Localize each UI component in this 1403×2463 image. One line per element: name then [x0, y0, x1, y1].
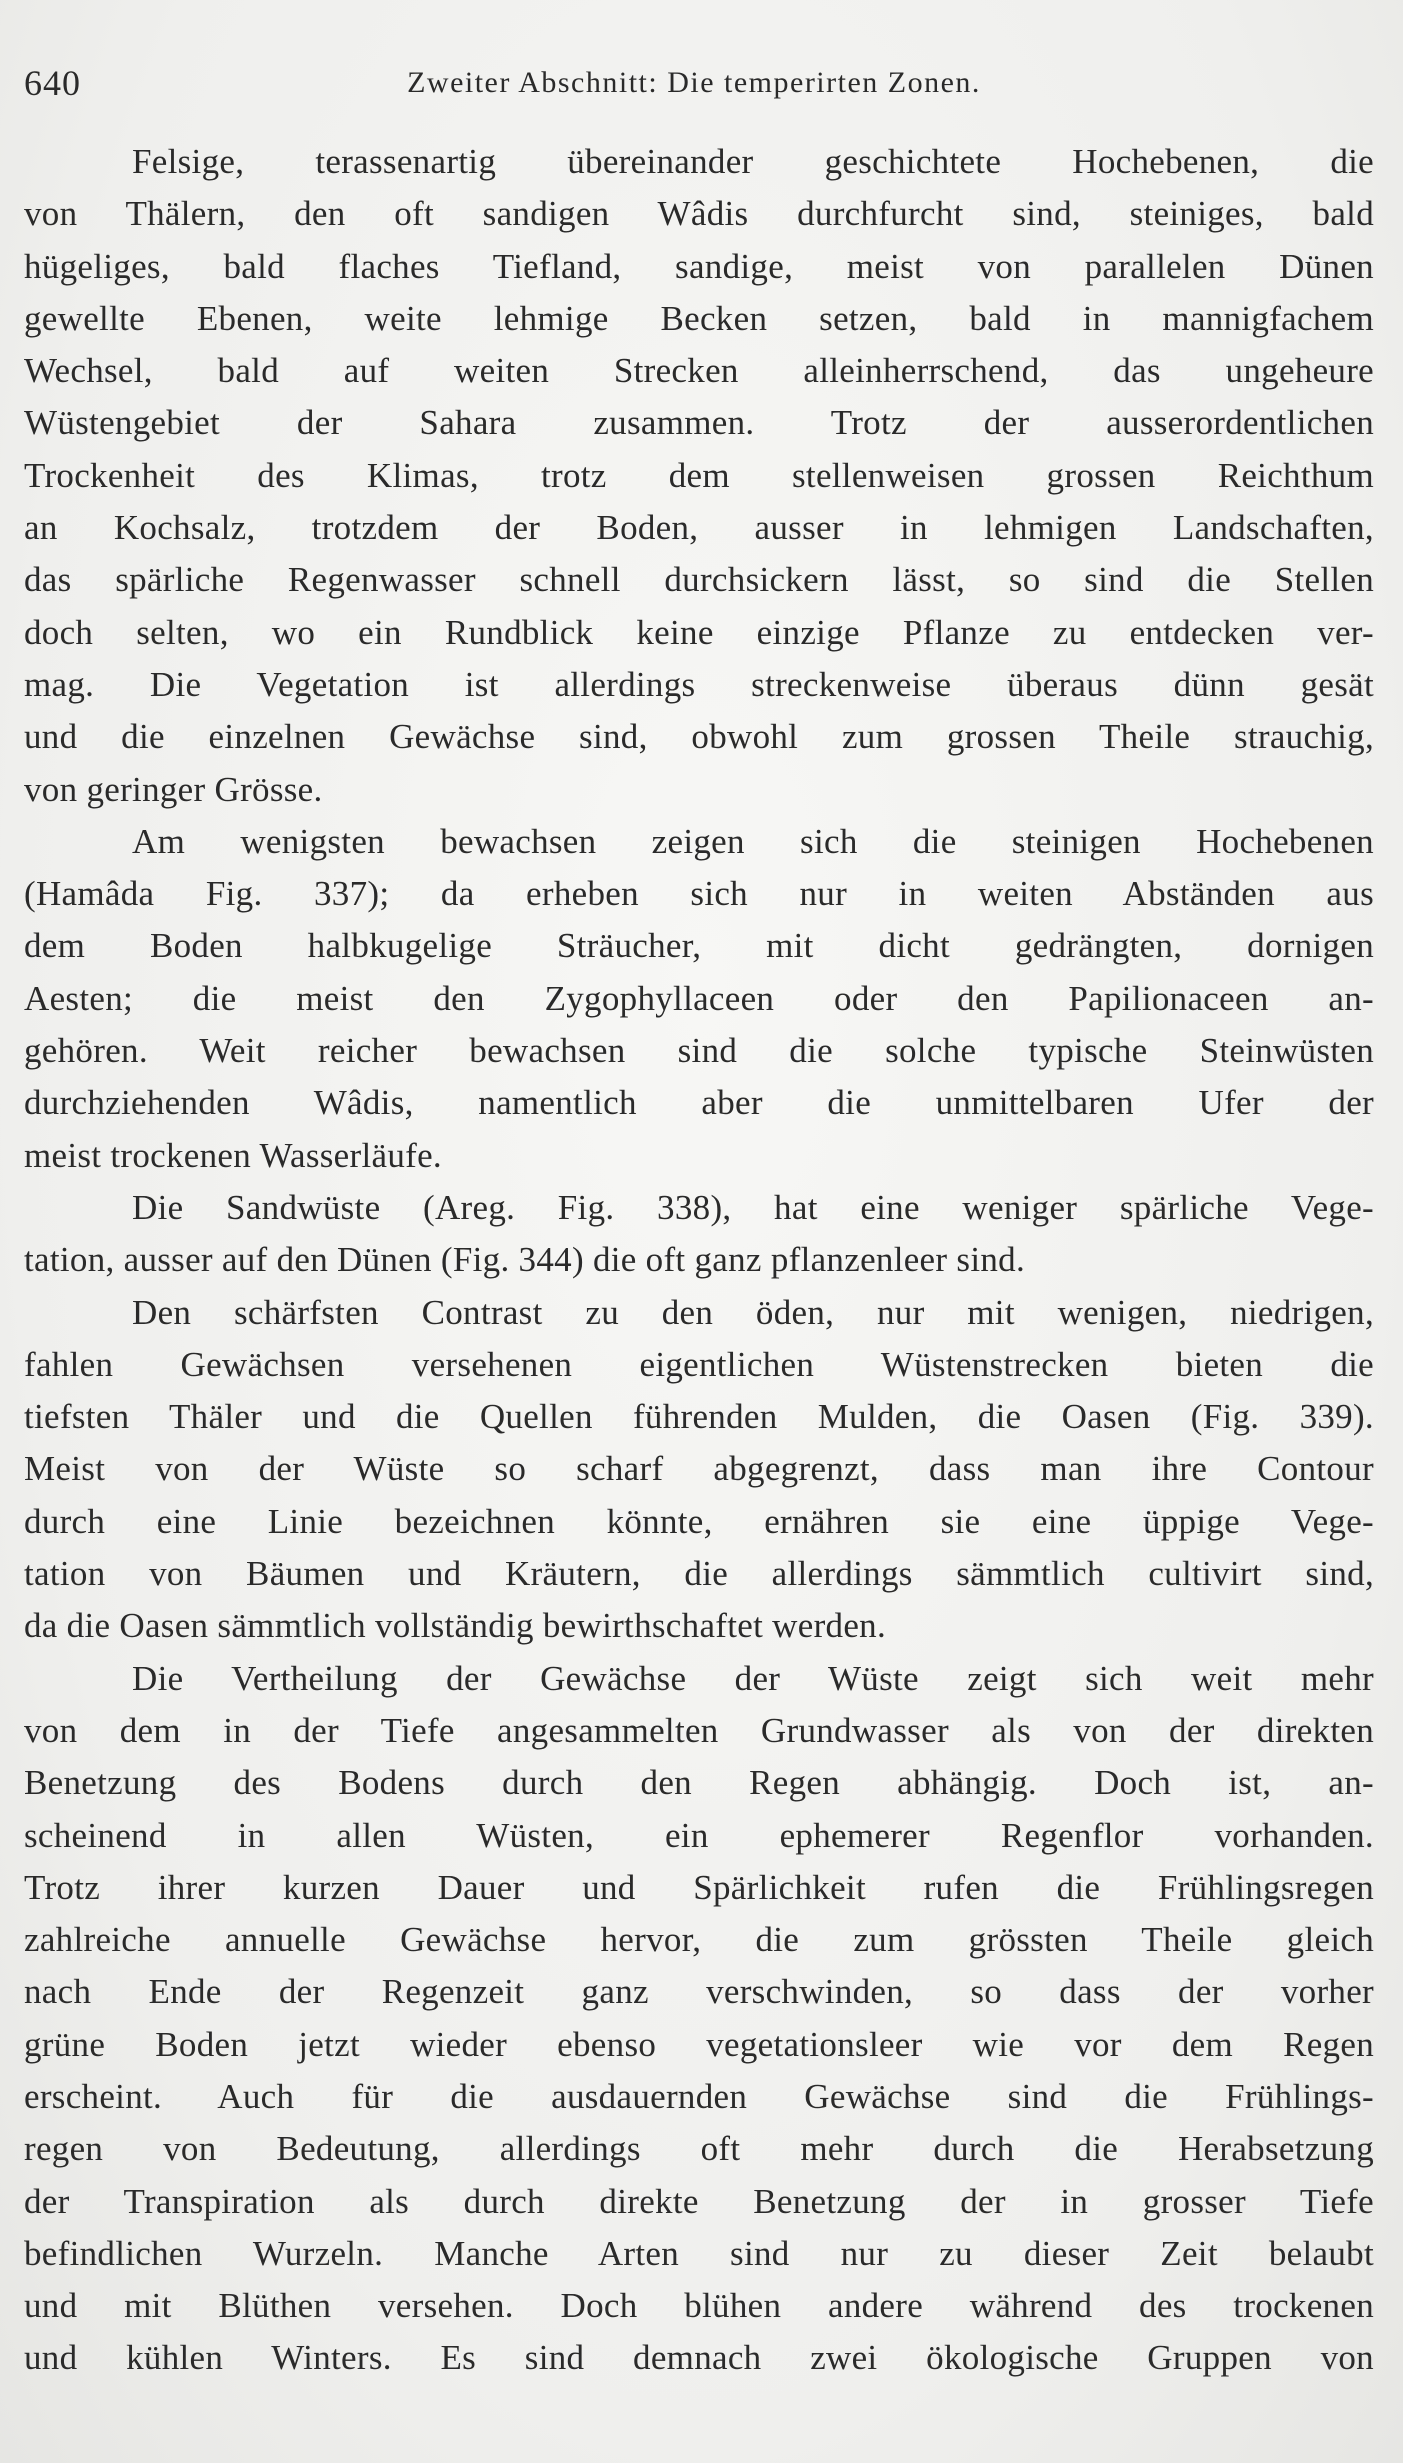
text-line: Aesten; die meist den Zygophyllaceen oder den Papilionaceen an- [24, 978, 1374, 1018]
text-line: Den schärfsten Contrast zu den öden, nur mit wenigen, niedrigen, [132, 1292, 1374, 1332]
text-line: der Transpiration als durch direkte Benetzung der in grosser Tiefe [24, 2181, 1374, 2221]
page-number: 640 [24, 63, 81, 103]
text-line: Am wenigsten bewachsen zeigen sich die steinigen Hochebenen [132, 821, 1374, 861]
paragraph [24, 1653, 1374, 2385]
text-line: durch eine Linie bezeichnen könnte, ernähren sie eine üppige Vege- [24, 1501, 1374, 1541]
text-line: fahlen Gewächsen versehenen eigentlichen Wüstenstrecken bieten die [24, 1344, 1374, 1384]
paragraph [24, 1182, 1374, 1287]
text-line: Trotz ihrer kurzen Dauer und Spärlichkeit rufen die Frühlingsregen [24, 1867, 1374, 1907]
text-line: von geringer Grösse. [24, 769, 323, 809]
text-line: da die Oasen sämmtlich vollständig bewirthschaftet werden. [24, 1606, 887, 1646]
text-line: und kühlen Winters. Es sind demnach zwei ökologische Gruppen von [24, 2338, 1374, 2378]
text-line: das spärliche Regenwasser schnell durchsickern lässt, so sind die Stellen [24, 560, 1374, 600]
text-line: tation, ausser auf den Dünen (Fig. 344) die oft ganz pflanzenleer sind. [24, 1240, 1025, 1280]
text-line: erscheint. Auch für die ausdauernden Gewächse sind die Frühlings- [24, 2076, 1374, 2116]
text-line: grüne Boden jetzt wieder ebenso vegetationsleer wie vor dem Regen [24, 2024, 1374, 2064]
text-line: (Hamâda Fig. 337); da erheben sich nur in weiten Abständen aus [24, 874, 1374, 914]
text-line: Die Vertheilung der Gewächse der Wüste zeigt sich weit mehr [132, 1658, 1374, 1698]
paragraph [24, 136, 1374, 816]
text-line: nach Ende der Regenzeit ganz verschwinden, so dass der vorher [24, 1972, 1374, 2012]
text-line: tation von Bäumen und Kräutern, die allerdings sämmtlich cultivirt sind, [24, 1554, 1374, 1594]
text-line: gewellte Ebenen, weite lehmige Becken setzen, bald in mannigfachem [24, 298, 1374, 338]
text-line: dem Boden halbkugelige Sträucher, mit dicht gedrängten, dornigen [24, 926, 1374, 966]
text-line: doch selten, wo ein Rundblick keine einzige Pflanze zu entdecken ver- [24, 612, 1374, 652]
text-line: Meist von der Wüste so scharf abgegrenzt, dass man ihre Contour [24, 1449, 1374, 1489]
text-line: gehören. Weit reicher bewachsen sind die solche typische Steinwüsten [24, 1031, 1374, 1071]
text-line: zahlreiche annuelle Gewächse hervor, die zum grössten Theile gleich [24, 1920, 1374, 1960]
text-line: Wüstengebiet der Sahara zusammen. Trotz der ausserordentlichen [24, 403, 1374, 443]
body-text [24, 136, 1374, 2385]
text-line: Trockenheit des Klimas, trotz dem stellenweisen grossen Reichthum [24, 455, 1374, 495]
text-line: und die einzelnen Gewächse sind, obwohl zum grossen Theile strauchig, [24, 717, 1374, 757]
running-head [24, 62, 1364, 112]
text-line: Wechsel, bald auf weiten Strecken alleinherrschend, das ungeheure [24, 351, 1374, 391]
text-line: Felsige, terassenartig übereinander geschichtete Hochebenen, die [132, 142, 1374, 181]
text-line: von dem in der Tiefe angesammelten Grundwasser als von der direkten [24, 1710, 1374, 1750]
text-line: an Kochsalz, trotzdem der Boden, ausser in lehmigen Landschaften, [24, 508, 1374, 548]
text-line: von Thälern, den oft sandigen Wâdis durchfurcht sind, steiniges, bald [24, 194, 1374, 234]
text-line: regen von Bedeutung, allerdings oft mehr durch die Herabsetzung [24, 2129, 1374, 2169]
text-line: Die Sandwüste (Areg. Fig. 338), hat eine weniger spärliche Vege- [132, 1187, 1374, 1227]
text-line: Benetzung des Bodens durch den Regen abhängig. Doch ist, an- [24, 1763, 1374, 1803]
text-line: befindlichen Wurzeln. Manche Arten sind nur zu dieser Zeit belaubt [24, 2233, 1374, 2273]
text-line: scheinend in allen Wüsten, ein ephemerer Regenflor vorhanden. [24, 1815, 1374, 1855]
paragraph [24, 1287, 1374, 1653]
chapter-header-title: Zweiter Abschnitt: Die temperirten Zonen. [407, 66, 981, 99]
text-line: tiefsten Thäler und die Quellen führenden Mulden, die Oasen (Fig. 339). [24, 1397, 1374, 1437]
text-line: durchziehenden Wâdis, namentlich aber die unmittelbaren Ufer der [24, 1083, 1374, 1123]
paragraph [24, 816, 1374, 1182]
text-line: hügeliges, bald flaches Tiefland, sandige, meist von parallelen Dünen [24, 246, 1374, 286]
text-line: und mit Blüthen versehen. Doch blühen andere während des trockenen [24, 2286, 1374, 2326]
text-line: meist trockenen Wasserläufe. [24, 1135, 442, 1175]
text-line: mag. Die Vegetation ist allerdings streckenweise überaus dünn gesät [24, 664, 1374, 704]
